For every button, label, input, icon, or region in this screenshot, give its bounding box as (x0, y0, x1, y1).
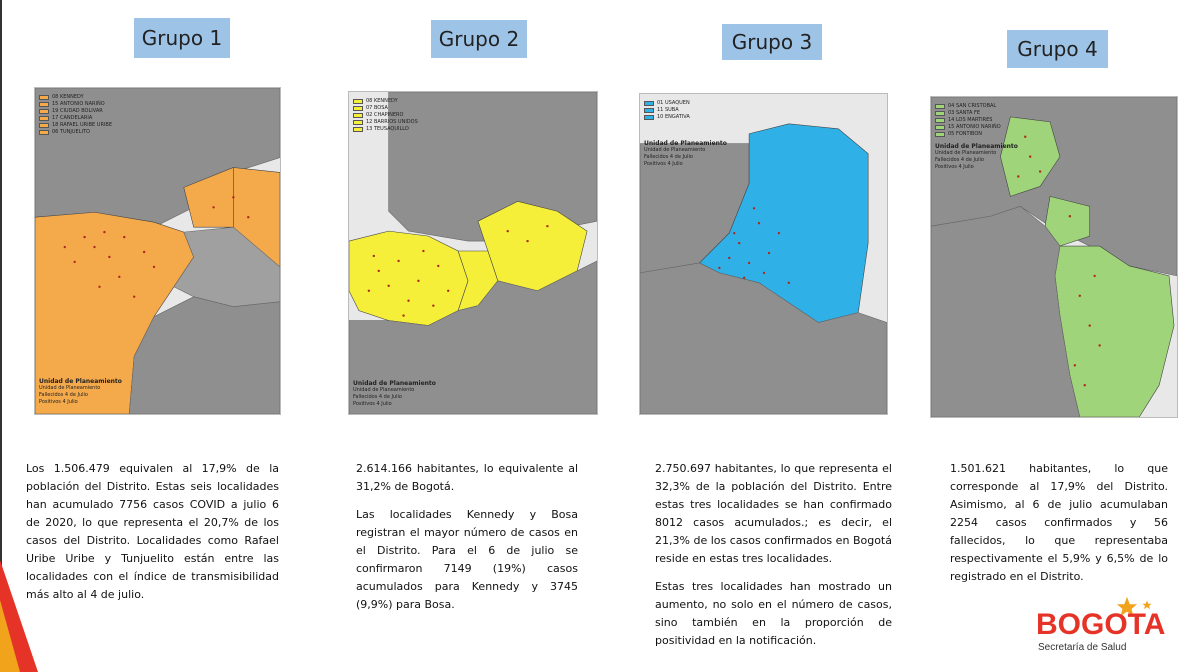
group-2-map (348, 91, 598, 415)
logo-wordmark: BOGOTA (1036, 608, 1166, 641)
group-4-legend: 04 SAN CRISTOBAL 03 SANTA FE 14 LOS MARTIRES 15 ANTONIO NARIÑO 05 FONTIBON (935, 103, 1001, 138)
group-2-title: Grupo 2 (431, 20, 527, 58)
group-2-paragraph-2: Las localidades Kennedy y Bosa registran el mayor número de casos en el Distrito. Para el 6 de julio se confirmaron 7149 (19%) casos acumulados para Kennedy y 3745 (9,9%) para Bosa. (356, 508, 578, 611)
group-3-map-legend: Unidad de Planeamiento Unidad de Planeamiento Fallecidos 4 de Julio Positivos 4 Julio (644, 140, 727, 167)
group-2-description (356, 460, 578, 624)
logo-subtitle: Secretaría de Salud (1038, 642, 1127, 653)
group-3-map (639, 93, 888, 415)
group-4-description (950, 460, 1168, 596)
group-1-title: Grupo 1 (134, 18, 230, 58)
group-4-title: Grupo 4 (1007, 30, 1108, 68)
group-1-paragraph: Los 1.506.479 equivalen al 17,9% de la población del Distrito. Estas seis localidades han acumulado 7756 casos COVID a julio 6 de 2020, lo que representa el 20,7% de los casos del Distrito. Localidades como Rafael Uribe Uribe y Tunjuelito están entre las localidades con el índice de transmisibilidad más alto al 4 de julio. (26, 462, 279, 601)
group-4-map-legend: Unidad de Planeamiento Unidad de Planeamiento Fallecidos 4 de Julio Positivos 4 Julio (935, 143, 1018, 170)
group-2-map-legend: Unidad de Planeamiento Unidad de Planeamiento Fallecidos 4 de Julio Positivos 4 Julio (353, 380, 436, 407)
group-3-title: Grupo 3 (722, 24, 822, 60)
group-1-legend: 08 KENNEDY 15 ANTONIO NARIÑO 19 CIUDAD BOLIVAR 17 CANDELARIA 18 RAFAEL URIBE URIBE 06 TUNJUELITO (39, 94, 112, 136)
group-3-paragraph-2: Estas tres localidades han mostrado un aumento, no solo en el número de casos, sino también en la proporción de positividad en la notificación. (655, 580, 892, 647)
group-1-description (26, 460, 279, 614)
group-2-paragraph-1: 2.614.166 habitantes, lo equivalente al 31,2% de Bogotá. (356, 462, 578, 493)
decorative-stripes (0, 560, 60, 672)
group-2-legend: 08 KENNEDY 07 BOSA 02 CHAPINERO 12 BARRIOS UNIDOS 13 TEUSAQUILLO (353, 98, 418, 133)
bogota-logo (1030, 596, 1170, 660)
group-4-map (930, 96, 1178, 418)
group-1-map-legend: Unidad de Planeamiento Unidad de Planeamiento Fallecidos 4 de Julio Positivos 4 Julio (39, 378, 122, 405)
group-3-legend: 01 USAQUEN 11 SUBA 10 ENGATIVA (644, 100, 690, 121)
group-3-paragraph-1: 2.750.697 habitantes, lo que representa el 32,3% de la población del Distrito. Entre estas tres localidades se han confirmado 8012 casos acumulados.; es decir, el 21,3% de los casos confirmados en Bogotá reside en estas tres localidades. (655, 462, 892, 565)
group-1-map (34, 87, 281, 415)
group-3-description (655, 460, 892, 660)
group-4-paragraph: 1.501.621 habitantes, lo que corresponde al 17,9% del Distrito. Asimismo, al 6 de julio acumulaban 2254 casos confirmados y 56 fallecidos, lo que representaba respectivamente el 5,9% y 6,5% de lo registrado en el Distrito. (950, 462, 1168, 583)
